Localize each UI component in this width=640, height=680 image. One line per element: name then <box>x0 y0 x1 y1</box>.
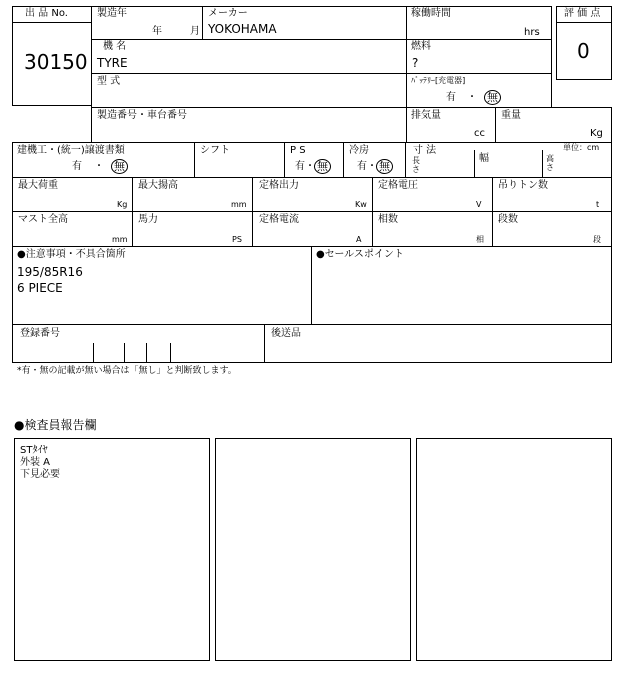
model-value: TYRE <box>97 56 128 70</box>
ps-no-circled: 無 <box>314 159 331 174</box>
stages-label: 段数 <box>498 214 518 225</box>
transfer-yes: 有 <box>72 161 82 172</box>
max-load-label: 最大荷重 <box>18 180 58 191</box>
year-tsuki: 月 <box>190 26 200 37</box>
dims-divider-2 <box>542 150 543 178</box>
hours-label: 稼働時間 <box>411 8 451 19</box>
inspector-box-2 <box>215 438 411 661</box>
horsepower-label: 馬力 <box>138 214 158 225</box>
fuel-value: ? <box>412 56 419 70</box>
rating-label: 評 価 点 <box>564 8 601 19</box>
ps-dot: ・ <box>305 161 315 172</box>
ps-yes: 有 <box>295 161 305 172</box>
displacement-unit: cc <box>474 128 485 139</box>
horsepower-unit: PS <box>232 235 242 244</box>
displacement-label: 排気量 <box>411 110 441 121</box>
rated-output-unit: Kw <box>355 200 367 209</box>
rated-voltage-unit: V <box>476 200 482 209</box>
registration-div-3 <box>146 343 147 363</box>
weight-label: 重量 <box>501 110 521 121</box>
inspector-title: ●検査員報告欄 <box>14 418 97 432</box>
registration-div-1 <box>93 343 94 363</box>
stages-unit: 段 <box>593 235 601 244</box>
max-load-unit: Kg <box>117 200 128 209</box>
lift-ton-unit: t <box>596 200 600 209</box>
inspector-box-1-line-3: 下見必要 <box>20 469 60 480</box>
dims-length: 長 さ <box>412 156 420 174</box>
shift-label: シフト <box>200 145 230 156</box>
notes-line-1: 195/85R16 <box>17 265 83 279</box>
footnote: *有・無の記載が無い場合は「無し」と判断致します。 <box>17 366 237 376</box>
inspector-box-3 <box>416 438 612 661</box>
shipping-label: 後送品 <box>271 328 301 339</box>
registration-label: 登録番号 <box>20 328 60 339</box>
transfer-dot: ・ <box>94 161 104 172</box>
registration-div-2 <box>124 343 125 363</box>
aircon-yes: 有 <box>357 161 367 172</box>
type-cell <box>91 73 407 108</box>
serial-label: 製造番号・車台番号 <box>97 110 187 121</box>
model-cell <box>91 39 407 74</box>
notes-label: ●注意事項・不具合箇所 <box>17 249 126 260</box>
max-lift-unit: mm <box>231 200 247 209</box>
transfer-no-circled: 無 <box>111 159 128 174</box>
phase-label: 相数 <box>378 214 398 225</box>
transfer-label: 建機工・(統一)譲渡書類 <box>17 145 125 156</box>
lot-label: 出 品 No. <box>25 8 68 19</box>
type-label: 型 式 <box>97 76 121 87</box>
inspector-box-1-line-2: 外装 A <box>20 457 51 468</box>
sales-label: ●セールスポイント <box>316 249 404 260</box>
year-label: 製造年 <box>97 8 127 19</box>
fuel-label: 燃料 <box>411 41 431 52</box>
hours-unit: hrs <box>524 27 540 38</box>
battery-no-circled: 無 <box>484 90 501 105</box>
notes-line-2: 6 PIECE <box>17 281 63 295</box>
dims-height: 高 さ <box>546 154 554 172</box>
shipping-cell <box>264 324 612 363</box>
aircon-no-circled: 無 <box>376 159 393 174</box>
rated-current-label: 定格電流 <box>259 214 299 225</box>
rated-voltage-label: 定格電圧 <box>378 180 418 191</box>
dims-divider-1 <box>474 150 475 178</box>
phase-unit: 相 <box>476 235 484 244</box>
battery-yes: 有 <box>446 92 456 103</box>
battery-dot: ・ <box>467 92 477 103</box>
dims-label: 寸 法 <box>413 145 437 156</box>
year-nen: 年 <box>152 26 162 37</box>
aircon-label: 冷房 <box>349 145 369 156</box>
dims-unit: 単位：cm <box>563 143 600 152</box>
max-lift-label: 最大揚高 <box>138 180 178 191</box>
rated-current-unit: A <box>356 235 362 244</box>
inspector-box-1-line-1: STﾀｲﾔ <box>20 445 48 456</box>
lot-number: 30150 <box>24 50 88 74</box>
mast-height-label: マスト全高 <box>18 214 68 225</box>
rating-value: 0 <box>577 39 590 63</box>
ps-label: P S <box>290 145 306 156</box>
model-label: 機 名 <box>103 41 127 52</box>
battery-label: ﾊﾞｯﾃﾘｰ[充電器] <box>411 76 466 85</box>
registration-div-4 <box>170 343 171 363</box>
maker-label: メーカー <box>208 8 248 19</box>
aircon-dot: ・ <box>367 161 377 172</box>
rated-output-label: 定格出力 <box>259 180 299 191</box>
mast-height-unit: mm <box>112 235 128 244</box>
weight-unit: Kg <box>590 128 603 139</box>
dims-width: 幅 <box>479 153 489 164</box>
maker-value: YOKOHAMA <box>208 22 277 36</box>
lift-ton-label: 吊りトン数 <box>498 180 548 191</box>
